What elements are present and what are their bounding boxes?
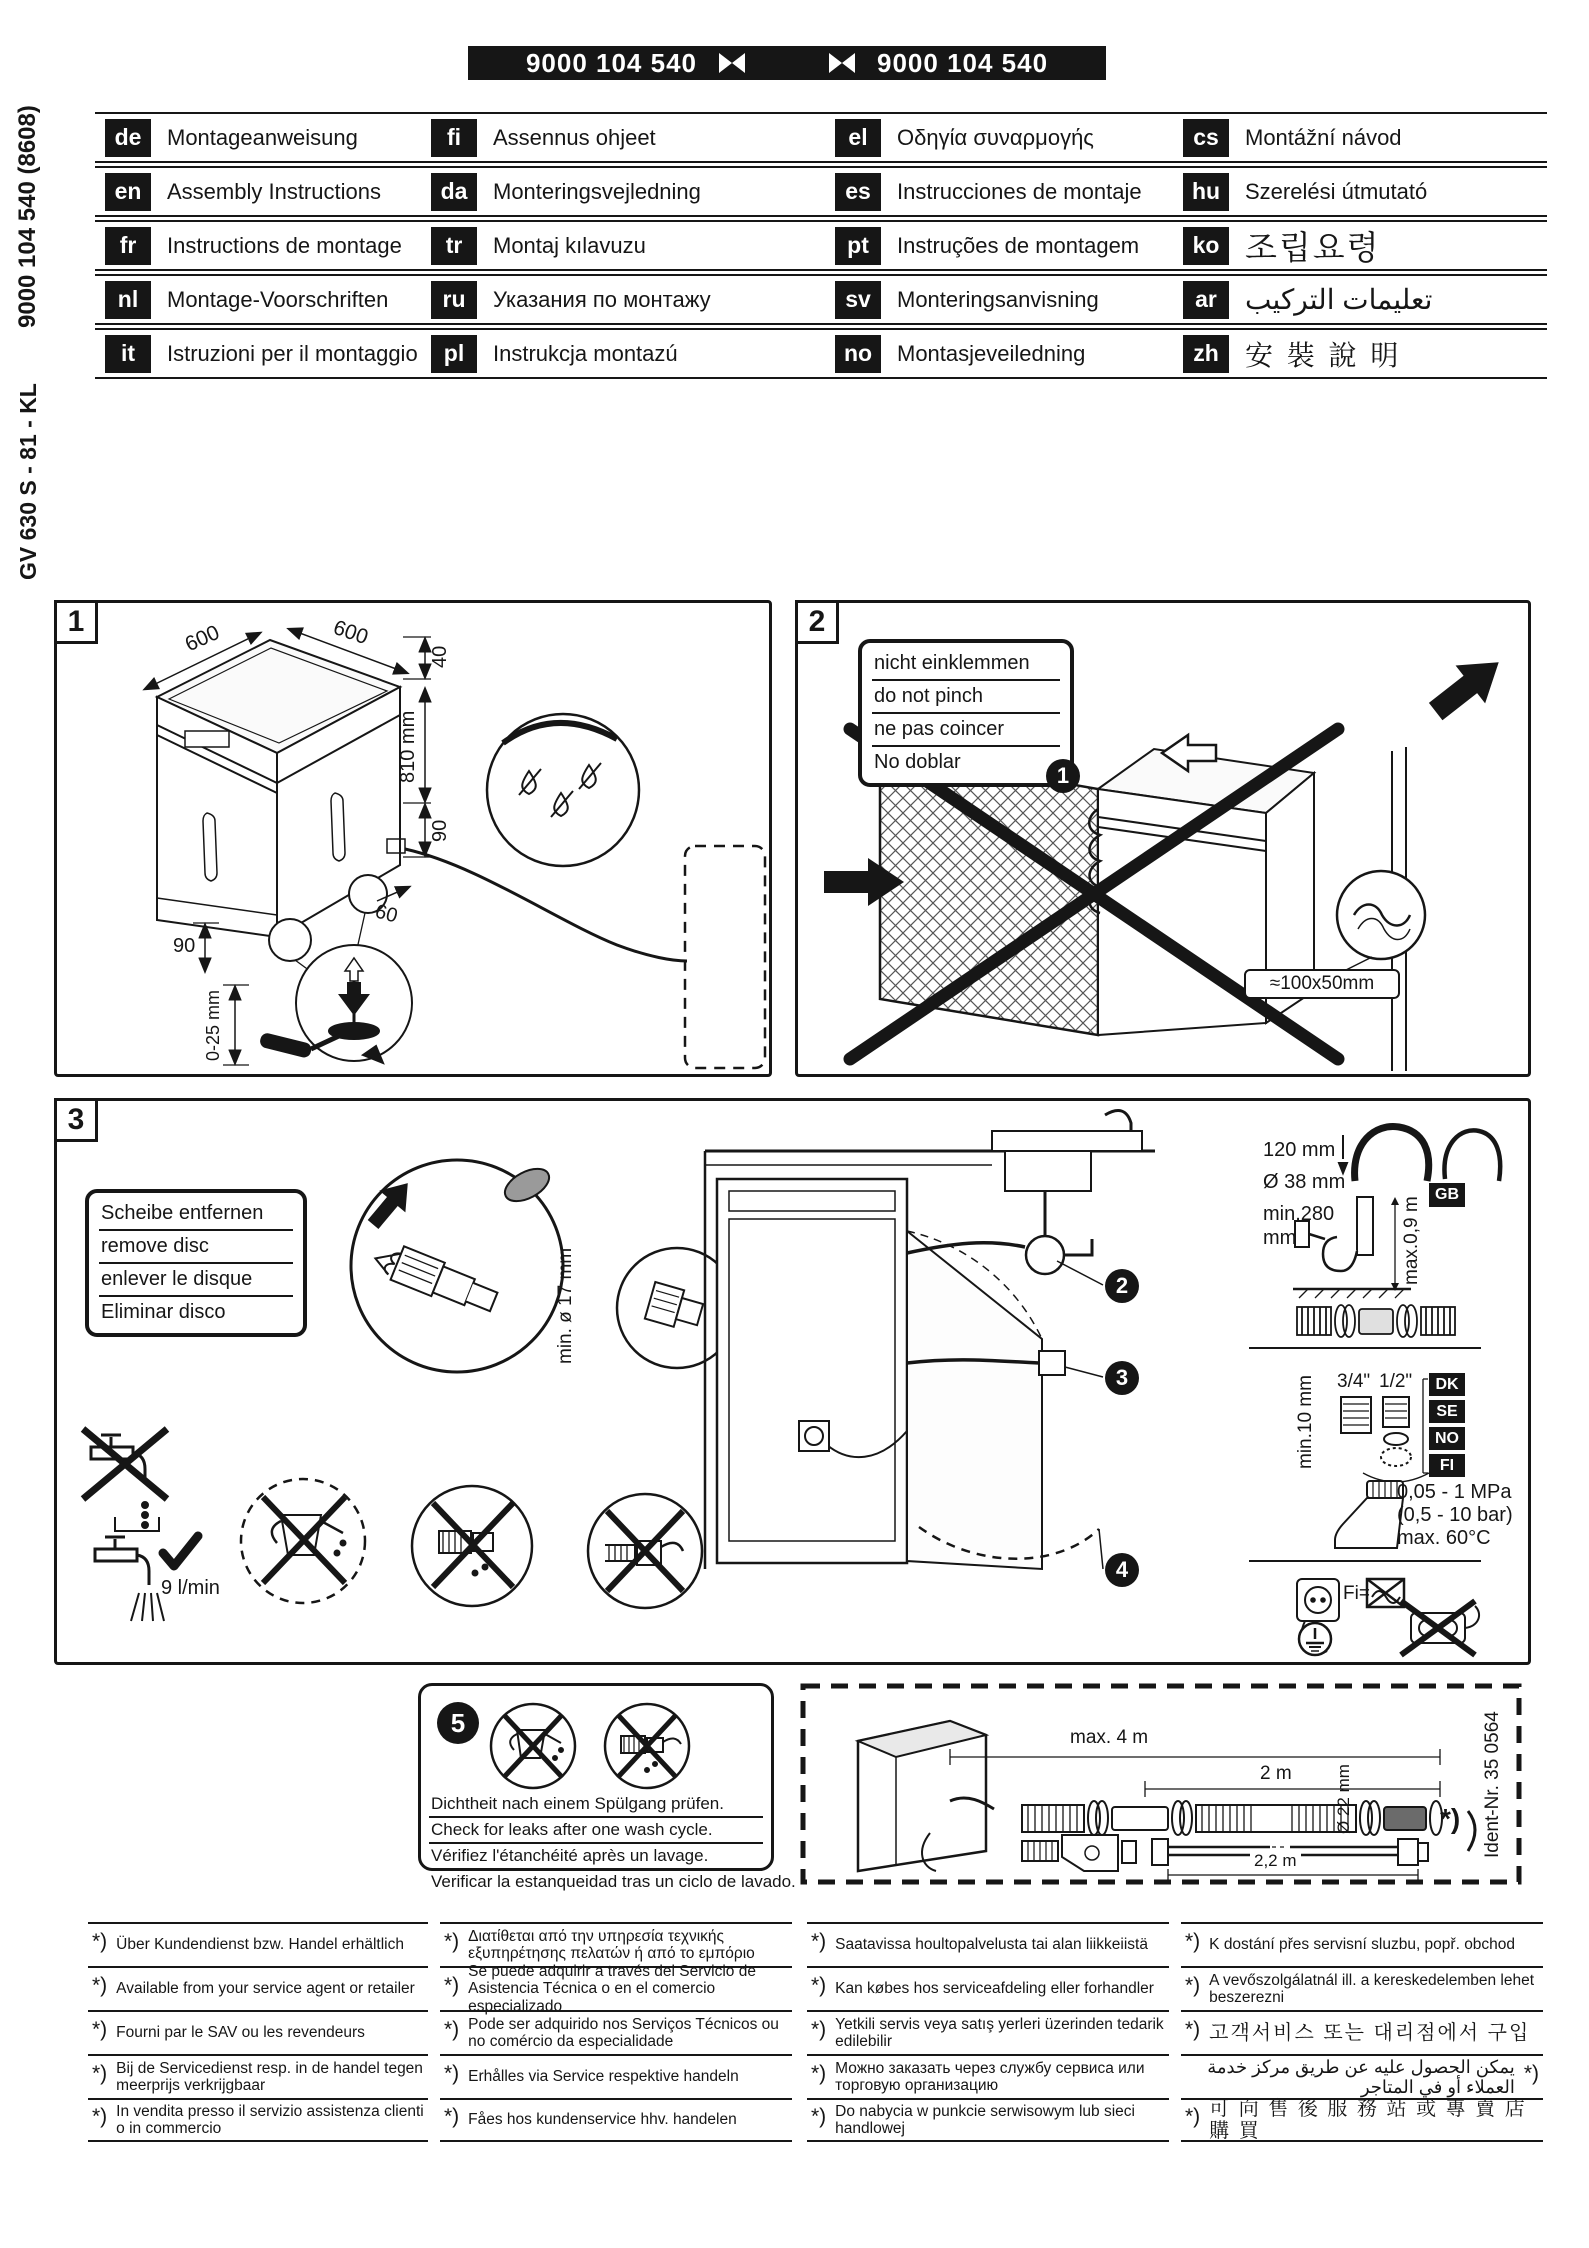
disc-line: Scheibe entfernen — [99, 1198, 293, 1231]
language-label: Οδηγία συναρμογής — [897, 124, 1094, 150]
language-code-badge: da — [431, 173, 477, 211]
asterisk-ref: *) — [92, 1930, 108, 1953]
language-code-badge: ru — [431, 281, 477, 319]
accessory-kit-panel — [800, 1683, 1522, 1885]
panel-1-number: 1 — [54, 600, 98, 644]
gb-max-height: max.0,9 m — [1401, 1196, 1422, 1286]
footer-note-text: Διατίθεται από την υπηρεσία τεχνικής εξυπηρέτησης πελατών ή από το εμπόριο — [468, 1927, 755, 1962]
language-label: Istruzioni per il montaggio — [167, 340, 418, 366]
footer-note-text: Se puede adquirir a través del Servicio de Asistencia Técnica o en el comercio especializado — [468, 1962, 756, 2015]
hose-2m-label: 2 m — [1260, 1763, 1292, 1784]
language-label: Instrukcja montazú — [493, 340, 678, 366]
language-row-da — [425, 166, 797, 217]
footer-note — [88, 1966, 428, 2010]
footer-note — [1181, 2098, 1543, 2142]
footer-note — [88, 2054, 428, 2098]
language-row-el — [797, 112, 1165, 163]
thread-half: 1/2" — [1379, 1371, 1413, 1392]
footer-note-text: Fåes hos kundenservice hhv. handelen — [468, 2111, 737, 2129]
language-code-badge: fi — [431, 119, 477, 157]
panel-1-leveling — [54, 600, 772, 1077]
footer-note — [1181, 1966, 1543, 2010]
asterisk-ref: *) — [1523, 2062, 1539, 2085]
language-row-pl — [425, 328, 797, 379]
dim-height-810: 810 mm — [397, 710, 419, 784]
leak-check-line: Vérifiez l'étanchéité après un lavage. — [429, 1844, 763, 1870]
language-table — [95, 112, 1547, 382]
language-code-badge: cs — [1183, 119, 1229, 157]
footer-note-text: Über Kundendienst bzw. Handel erhältlich — [116, 1936, 404, 1954]
pressure-range-mpa: 0,05 - 1 MPa — [1397, 1481, 1512, 1503]
language-label: Monteringsanvisning — [897, 286, 1099, 312]
footer-col-2 — [440, 1922, 792, 2142]
asterisk-ref: *) — [92, 2105, 108, 2128]
nordic-min-depth: min.10 mm — [1295, 1375, 1316, 1469]
country-badge-dk: DK — [1429, 1373, 1465, 1396]
language-code-badge: zh — [1183, 335, 1229, 373]
warning-line: No doblar — [874, 751, 961, 773]
language-code-badge: pl — [431, 335, 477, 373]
disc-line: enlever le disque — [99, 1264, 293, 1297]
part-number-right: 9000 104 540 — [877, 47, 1049, 78]
language-code-badge: pt — [835, 227, 881, 265]
gap-size-label: ≈100x50mm — [1244, 969, 1400, 999]
language-code-badge: ar — [1183, 281, 1229, 319]
accessory-kit-drawing — [800, 1683, 1522, 1885]
footer-col-1 — [88, 1922, 428, 2142]
language-label: Instruções de montagem — [897, 232, 1140, 258]
country-badge-no: NO — [1429, 1427, 1465, 1450]
language-label: Assembly Instructions — [167, 178, 381, 204]
language-row-fr — [95, 220, 425, 271]
language-row-no — [797, 328, 1165, 379]
language-code-badge: sv — [835, 281, 881, 319]
footer-note — [440, 2010, 792, 2054]
asterisk-ref: *) — [444, 2105, 460, 2128]
warning-line: ne pas coincer — [872, 714, 1060, 747]
gb-min-height-1: min.280 — [1263, 1203, 1335, 1225]
panel-3-number: 3 — [54, 1098, 98, 1142]
language-row-sv — [797, 274, 1165, 325]
language-row-tr — [425, 220, 797, 271]
panel-2-hose-routing — [795, 600, 1531, 1077]
language-row-hu — [1165, 166, 1547, 217]
language-code-badge: fr — [105, 227, 151, 265]
bowtie-marker-icon — [719, 53, 745, 73]
language-code-badge: de — [105, 119, 151, 157]
accessory-note-ref: *) — [1440, 1803, 1461, 1834]
bowtie-marker-icon — [829, 53, 855, 73]
language-row-ru — [425, 274, 797, 325]
part-number-bar — [468, 46, 1106, 80]
hose-22m-label: 2,2 m — [1250, 1851, 1301, 1871]
warning-line: do not pinch — [872, 681, 1060, 714]
footer-note — [807, 1966, 1169, 2010]
language-row-pt — [797, 220, 1165, 271]
remove-disc-box — [85, 1189, 307, 1337]
disc-line: Eliminar disco — [101, 1301, 226, 1323]
step-4-marker: 4 — [1105, 1553, 1139, 1587]
footer-note-text: A vevőszolgálatnál ill. a kereskedelemben lehet beszerezni — [1209, 1971, 1535, 2006]
language-label: 조립요령 — [1245, 229, 1381, 266]
do-not-pinch-box — [858, 639, 1074, 787]
gb-min-height-2: mm — [1263, 1227, 1297, 1249]
language-label: Указания по монтажу — [493, 286, 711, 312]
asterisk-ref: *) — [811, 2105, 827, 2128]
warning-line: nicht einklemmen — [872, 648, 1060, 681]
dim-feet-0-25: 0-25 mm — [203, 989, 223, 1061]
panel-5-leak-check — [418, 1683, 796, 1891]
model-code-vertical: GV 630 S - 81 - KL — [15, 383, 41, 581]
dim-width-right: 600 — [330, 615, 371, 650]
footer-note-text: Do nabycia w punkcie serwisowym lub sieci handlowej — [835, 2102, 1135, 2137]
leak-check-line: Check for leaks after one wash cycle. — [429, 1818, 763, 1844]
asterisk-ref: *) — [444, 2018, 460, 2041]
footer-note — [807, 2054, 1169, 2098]
footer-note — [807, 2010, 1169, 2054]
footer-note — [1181, 2054, 1543, 2098]
footer-col-3 — [807, 1922, 1169, 2142]
language-row-es — [797, 166, 1165, 217]
language-code-badge: no — [835, 335, 881, 373]
ident-number-vertical: Ident-Nr. 35 0564 — [1482, 1711, 1503, 1859]
footer-note — [88, 1922, 428, 1966]
footer-note-text: Available from your service agent or retailer — [116, 1980, 415, 1998]
country-badge-gb: GB — [1429, 1183, 1465, 1207]
footer-note — [807, 1922, 1169, 1966]
max-temperature: max. 60°C — [1397, 1527, 1491, 1549]
footer-note — [440, 2054, 792, 2098]
language-row-ar — [1165, 274, 1547, 325]
language-label: تعليمات التركيب — [1245, 284, 1433, 315]
footer-note-text: 可 向 售 後 服 務 站 或 專 賣 店 購 買 — [1209, 2097, 1527, 2142]
flow-rate-label: 9 l/min — [161, 1577, 220, 1599]
disc-line: remove disc — [99, 1231, 293, 1264]
asterisk-ref: *) — [92, 2062, 108, 2085]
language-row-cs — [1165, 112, 1547, 163]
language-row-it — [95, 328, 425, 379]
pressure-range-bar: (0,5 - 10 bar) — [1397, 1504, 1513, 1526]
footer-note-text: Можно заказать через службу сервиса или торговую организацию — [835, 2059, 1145, 2094]
footer-note-text: Pode ser adquirido nos Serviços Técnicos ou no comércio da especialidade — [468, 2015, 779, 2050]
asterisk-ref: *) — [444, 1930, 460, 1953]
footer-note — [807, 2098, 1169, 2142]
footer-note — [440, 1922, 792, 1966]
dim-right-90: 90 — [429, 819, 451, 843]
asterisk-ref: *) — [811, 2018, 827, 2041]
language-label: Montážní návod — [1245, 124, 1402, 150]
language-row-ko — [1165, 220, 1547, 271]
asterisk-ref: *) — [1185, 2018, 1201, 2041]
footer-note-text: Erhålles via Service respektive handeln — [468, 2068, 739, 2086]
footer-note-text: Yetkili servis veya satış yerleri üzerinden tedarik edilebilir — [835, 2015, 1164, 2050]
asterisk-ref: *) — [811, 1930, 827, 1953]
language-code-badge: it — [105, 335, 151, 373]
footer-note-text: Bij de Servicedienst resp. in de handel tegen meerprijs verkrijgbaar — [116, 2059, 423, 2094]
panel-2-number: 2 — [795, 600, 839, 644]
footer-note — [88, 2098, 428, 2142]
language-code-badge: hu — [1183, 173, 1229, 211]
asterisk-ref: *) — [811, 1974, 827, 1997]
asterisk-ref: *) — [444, 1974, 460, 1997]
language-label: Instrucciones de montaje — [897, 178, 1142, 204]
language-code-badge: tr — [431, 227, 477, 265]
language-label: Montasjeveiledning — [897, 340, 1086, 366]
thread-three-quarter: 3/4" — [1337, 1371, 1371, 1392]
language-row-zh — [1165, 328, 1547, 379]
gb-hose-diameter: Ø 38 mm — [1263, 1171, 1346, 1193]
footer-note-text: Fourni par le SAV ou les revendeurs — [116, 2024, 365, 2042]
language-code-badge: es — [835, 173, 881, 211]
footer-note-text: Saatavissa houltopalvelusta tai alan liikkeiistä — [835, 1936, 1148, 1954]
dim-bottom-60: 60 — [372, 900, 400, 928]
leak-check-text — [429, 1792, 796, 1894]
asterisk-ref: *) — [92, 2018, 108, 2041]
language-label: Instructions de montage — [167, 232, 402, 258]
leak-check-line: Dichtheit nach einem Spülgang prüfen. — [429, 1792, 763, 1818]
step-2-marker: 2 — [1105, 1269, 1139, 1303]
language-label: Montaj kılavuzu — [493, 232, 646, 258]
fi-fuse-label: Fi= — [1343, 1583, 1370, 1604]
min-diameter-label: min. ø 17 mm — [555, 1247, 576, 1365]
language-label: Assennus ohjeet — [493, 124, 656, 150]
part-number-left: 9000 104 540 — [525, 47, 697, 78]
language-code-badge: nl — [105, 281, 151, 319]
footer-note — [1181, 1922, 1543, 1966]
footer-note-text: 고객서비스 또는 대리점에서 구입 — [1209, 2021, 1531, 2044]
country-badge-se: SE — [1429, 1400, 1465, 1423]
language-row-en — [95, 166, 425, 217]
footer-note-text: In vendita presso il servizio assistenza clienti o in commercio — [116, 2102, 424, 2137]
leak-check-line: Verificar la estanqueidad tras un ciclo de lavado. — [431, 1872, 796, 1891]
dim-top-40: 40 — [429, 645, 451, 669]
language-code-badge: en — [105, 173, 151, 211]
asterisk-ref: *) — [1185, 2105, 1201, 2128]
language-label: 安 裝 說 明 — [1245, 339, 1402, 371]
footer-note-text: يمكن الحصول عليه عن طريق مركز خدمة العملاء أو في المتاجر — [1207, 2056, 1515, 2097]
country-badge-fi: FI — [1429, 1454, 1465, 1477]
language-label: Monteringsvejledning — [493, 178, 701, 204]
step-1-marker: 1 — [1046, 759, 1080, 793]
gb-hook-height: 120 mm — [1263, 1139, 1336, 1161]
footer-note — [440, 2098, 792, 2142]
asterisk-ref: *) — [1185, 1974, 1201, 1997]
footer-note-text: K dostání přes servisní sluzbu, popř. obchod — [1209, 1936, 1516, 1954]
asterisk-ref: *) — [1185, 1930, 1201, 1953]
asterisk-ref: *) — [811, 2062, 827, 2085]
panel-5-number: 5 — [437, 1702, 479, 1744]
panel-3-connections — [54, 1098, 1531, 1665]
language-label: Montageanweisung — [167, 124, 358, 150]
language-row-de — [95, 112, 425, 163]
asterisk-ref: *) — [92, 1974, 108, 1997]
language-code-badge: el — [835, 119, 881, 157]
dim-width-left: 600 — [181, 620, 224, 657]
asterisk-ref: *) — [444, 2062, 460, 2085]
hose-diameter-22: Ø 22 mm — [1334, 1764, 1353, 1834]
step-3-marker: 3 — [1105, 1361, 1139, 1395]
language-row-nl — [95, 274, 425, 325]
panel-1-drawing — [57, 603, 769, 1074]
footer-note — [88, 2010, 428, 2054]
document-code-vertical: 9000 104 540 (8608) — [14, 105, 41, 329]
footer-note-text: Kan købes hos serviceafdeling eller forhandler — [835, 1980, 1154, 1998]
dim-left-90: 90 — [173, 935, 196, 957]
language-label: Montage-Voorschriften — [167, 286, 389, 312]
footer-col-4 — [1181, 1922, 1543, 2142]
language-row-fi — [425, 112, 797, 163]
footer-note — [1181, 2010, 1543, 2054]
max-total-length: max. 4 m — [1070, 1727, 1149, 1748]
language-label: Szerelési útmutató — [1245, 178, 1428, 204]
footer-note — [440, 1962, 792, 2015]
language-code-badge: ko — [1183, 227, 1229, 265]
